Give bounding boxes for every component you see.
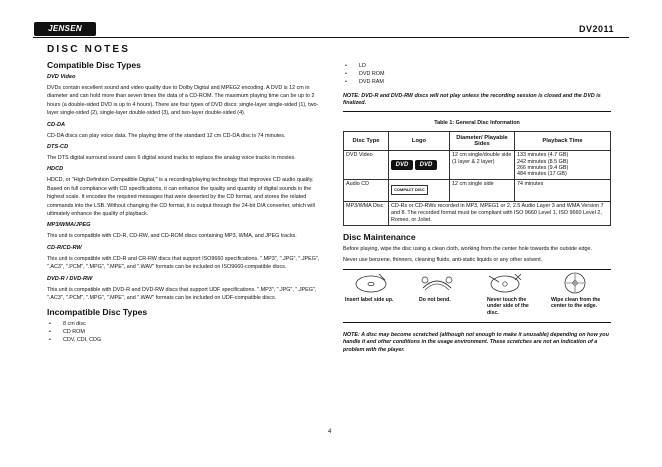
illustration-caption: Wipe clean from the center to the edge. <box>551 296 601 310</box>
note-finalize: NOTE: DVD-R and DVD-RW discs will not play unless the recording session is closed and the DVD is finalized. <box>343 92 601 107</box>
never-touch-illustration <box>485 272 525 294</box>
dvd-logo-icon: DVD <box>415 160 437 170</box>
do-not-bend-illustration <box>417 272 457 294</box>
note-scratch: NOTE: A disc may become scratched (although not enough to make it unusable) depending on how you handle it and other conditions in the usage environment. These scratches are not an indication of a problem with the player. <box>343 331 609 354</box>
left-column <box>47 60 321 344</box>
playback-cell <box>515 151 611 180</box>
block-text: This unit is compatible with DVD-R and DVD-RW discs that support UDF specifications. ".MP3", ".JPG", ".JPEG", ".AC3", ".PCM", ".MPG", ".MPE", and ".WAV" formats can be included on UDF-compatible discs. <box>47 286 317 302</box>
playback-cell: 74 minutes <box>515 179 611 201</box>
diameter-cell: 12 cm single side <box>450 179 515 201</box>
block-title: HDCD <box>47 166 64 173</box>
block-text: This unit is compatible with CD-R, CD-RW, and CD-ROM discs containing MP3, WMA, and JPEG tracks. <box>47 233 297 240</box>
diameter-cell: 12 cm single/double side (1 layer & 2 layer) <box>450 151 515 180</box>
list-item: • DVD RAM <box>343 78 611 86</box>
block-title: DVD-R / DVD-RW <box>47 275 93 282</box>
disc-info-table <box>343 131 611 226</box>
illustration-rule <box>343 322 611 323</box>
maintenance-heading: Disc Maintenance <box>343 231 416 242</box>
playback-line: 133 minutes (4.7 GB) <box>517 152 569 159</box>
list-item: • LD <box>343 62 611 70</box>
block-text: CD-DA discs can play voice data. The playing time of the standard 12 cm CD-DA disc is 74 minutes. <box>47 132 286 139</box>
block-title: CD-R/CD-RW <box>47 244 82 251</box>
note-rule <box>343 111 611 112</box>
block-title: CD-DA <box>47 121 66 128</box>
mp3-description-cell: CD-Rs or CD-RWs recorded in MP3, MPEG1 or 2, 2.5 Audio Layer 3 and WMA Version 7 and 8. The recorded format must be compliant with ISO 9660 Level 1, ISO 9660 Level 2, Romeo, or Joliet. <box>389 201 611 225</box>
brand-logo: JENSEN <box>34 22 96 36</box>
compact-disc-logo-icon: COMPACT DISC <box>391 185 428 195</box>
model-number: DV2011 <box>578 24 614 34</box>
column-header: Diameter/ Playable Sides <box>450 132 515 151</box>
disc-type-cell: DVD Video <box>344 151 389 180</box>
block-title: MP3/WMA/JPEG <box>47 222 91 229</box>
illustration-caption: Never touch the under side of the disc. <box>487 296 529 316</box>
header-rule <box>33 37 629 38</box>
column-header: Logo <box>389 132 450 151</box>
maintenance-text: Before playing, wipe the disc using a clean cloth, working from the center hole towards the outside edge. <box>343 245 593 252</box>
page-number: 4 <box>328 429 332 435</box>
block-text: The DTS digital surround sound uses 6 digital sound tracks to replace the analog voice tracks in movies. <box>47 155 296 162</box>
compatible-heading: Compatible Disc Types <box>47 60 141 70</box>
illustration-caption: Insert label side up. <box>345 296 394 303</box>
disc-type-cell: Audio CD <box>344 179 389 201</box>
playback-line: 242 minutes (8.5 GB) <box>517 158 569 165</box>
block-text: HDCD, or "High Definition Compatible Digital," is a recording/playing technology that improves CD audio quality. Based on full compliance with CD specifications, it can enhance the quality and quantity of digital sounds in the highest scale. It encodes the required messages that were deserted by the CD format, and stores the related commands into the LSB. Without changing the CD format, it is output through the 24-bit D/A converter, which will ultimately enhance the quality of playback. <box>47 177 315 218</box>
list-item: • CDV, CDI, CDG <box>47 336 321 344</box>
column-header: Playback Time <box>515 132 611 151</box>
wipe-clean-illustration <box>555 272 595 294</box>
dvd-logo-icon: DVD <box>391 160 413 170</box>
block-text: This unit is compatible with CD-R and CR-RW discs that support ISO9660 specifications. ".MP3", ".JPG", ".JPEG", ".AC3", ".PCM", ".MPG", ".MPE", and ".WAV" formats can be included on ISO9660-compatible discs. <box>47 255 320 271</box>
maintenance-illustrations <box>343 269 611 322</box>
disc-type-cell: MP3/WMA Disc <box>344 201 389 225</box>
playback-line: 266 minutes (9.4 GB) <box>517 165 569 172</box>
table-caption: Table 1: General Disc Information <box>434 120 520 127</box>
table-row <box>344 201 611 225</box>
table-row <box>344 179 611 201</box>
list-item: • 8 cm disc <box>47 320 321 328</box>
list-item: • DVD ROM <box>343 70 611 78</box>
column-header: Disc Type <box>344 132 389 151</box>
block-text: DVDs contain excellent sound and video quality due to Dolby Digital and MPEG2 encoding. A DVD is 12 cm in diameter and can hold more than seven times the data of a CD-ROM. The maximum playing time can be up to 2 hours (a double-sided DVD is up to 4 hours). There are four types of DVD discs: single-layer single-sided (1), two-layer single-sided (2), single-layer double-sided (3), and two-layer double-sided (4). <box>47 85 319 117</box>
right-column <box>343 62 611 355</box>
maintenance-text: Never use benzene, thinners, cleaning fluids, anti-static liquids or any other solvent. <box>343 257 543 264</box>
list-item: • CD ROM <box>47 328 321 336</box>
section-title: DISC NOTES <box>47 44 131 55</box>
block-title: DTS-CD <box>47 144 69 151</box>
logo-cell <box>389 179 450 201</box>
playback-line: 484 minutes (17 GB) <box>517 171 567 178</box>
logo-cell <box>389 151 450 180</box>
insert-label-illustration <box>351 272 391 294</box>
incompatible-heading: Incompatible Disc Types <box>47 306 148 317</box>
illustration-caption: Do not bend. <box>419 296 451 303</box>
block-title: DVD Video <box>47 74 76 80</box>
table-row <box>344 151 611 180</box>
